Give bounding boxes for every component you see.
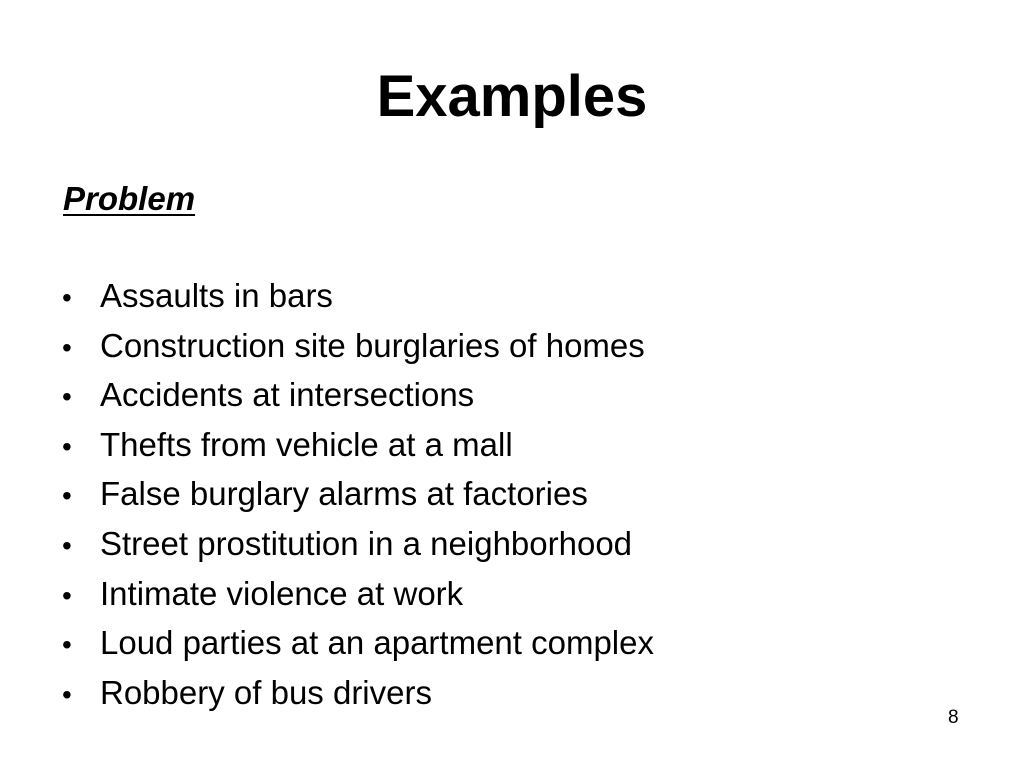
bullet-item	[62, 371, 654, 421]
bullet-icon: •	[62, 282, 72, 313]
bullet-item	[62, 619, 654, 669]
slide-title: Examples	[376, 64, 648, 129]
problem-bullet-list	[62, 272, 654, 718]
bullet-icon: •	[62, 480, 72, 512]
bullet-item	[62, 322, 654, 372]
bullet-text: Robbery of bus drivers	[100, 673, 432, 711]
bullet-text: Intimate violence at work	[100, 574, 464, 612]
bullet-item	[62, 570, 654, 620]
bullet-icon: •	[62, 678, 72, 710]
bullet-text: Construction site burglaries of homes	[100, 326, 645, 364]
bullet-text: Thefts from vehicle at a mall	[100, 425, 513, 463]
bullet-icon: •	[62, 381, 72, 413]
section-heading-problem: Problem	[63, 180, 196, 217]
bullet-icon: •	[62, 579, 72, 611]
page-number: 8	[948, 707, 959, 728]
bullet-icon: •	[62, 430, 72, 462]
bullet-text: Loud parties at an apartment complex	[100, 624, 654, 662]
bullet-icon: •	[62, 331, 72, 363]
bullet-text: Accidents at intersections	[100, 376, 475, 414]
bullet-item	[62, 470, 654, 520]
bullet-text: Street prostitution in a neighborhood	[100, 524, 633, 562]
bullet-item	[62, 520, 654, 570]
bullet-item	[62, 421, 654, 471]
bullet-text: Assaults in bars	[100, 277, 333, 314]
bullet-text: False burglary alarms at factories	[100, 475, 588, 513]
bullet-item	[62, 669, 654, 719]
bullet-item	[62, 272, 654, 322]
bullet-icon: •	[62, 629, 72, 661]
bullet-icon: •	[62, 529, 72, 561]
